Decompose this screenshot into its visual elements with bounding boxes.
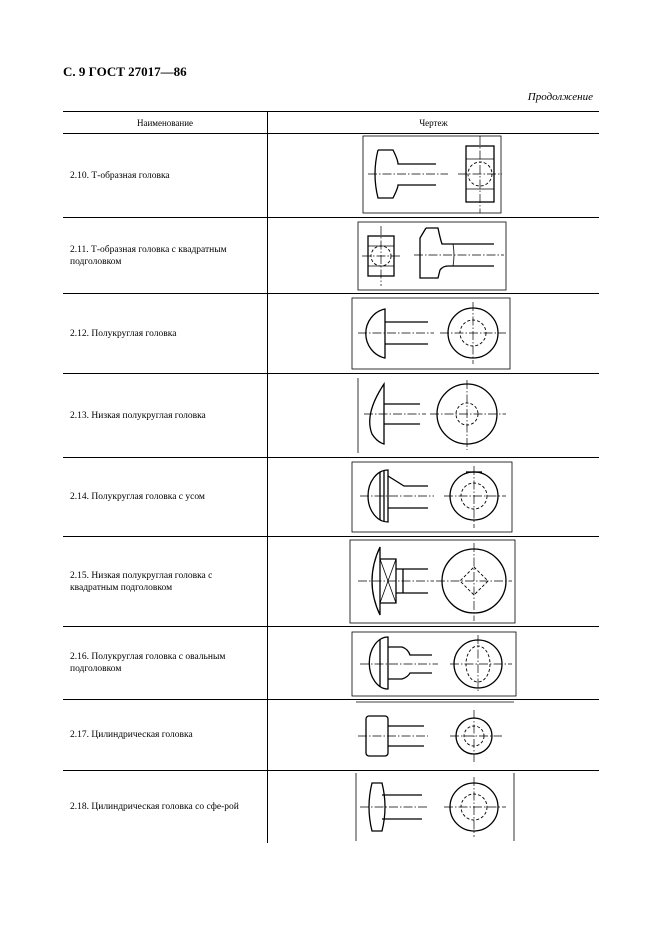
- row-name: 2.16. Полукруглая головка с овальным подголовком: [63, 627, 268, 699]
- column-header-name: Наименование: [63, 112, 268, 133]
- row-name: 2.13. Низкая полукруглая головка: [63, 374, 268, 457]
- table-row: [63, 627, 599, 700]
- row-name: 2.17. Цилиндрическая головка: [63, 700, 268, 770]
- drawing-cylinder-head: [268, 700, 599, 770]
- row-name: 2.15. Низкая полукруглая головка с квадратным подголовком: [63, 537, 268, 626]
- drawing-t-head: [268, 134, 599, 217]
- page-title: С. 9 ГОСТ 27017—86: [63, 64, 187, 79]
- table-row: [63, 700, 599, 771]
- table-row: [63, 537, 599, 627]
- drawing-low-round-head: [268, 374, 599, 457]
- table-row: [63, 294, 599, 374]
- drawing-low-round-head-square-neck: [268, 537, 599, 626]
- drawing-round-head-oval-neck: [268, 627, 599, 699]
- row-name: 2.11. Т-образная головка с квадратным подголовком: [63, 218, 268, 293]
- table-header: [63, 111, 599, 134]
- table-row: [63, 771, 599, 843]
- row-name: 2.10. Т-образная головка: [63, 134, 268, 217]
- row-name: 2.18. Цилиндрическая головка со сфе-рой: [63, 771, 268, 843]
- row-name: 2.14. Полукруглая головка с усом: [63, 458, 268, 536]
- table-row: [63, 458, 599, 537]
- table-row: [63, 134, 599, 218]
- drawing-cylinder-head-sphere: [268, 771, 599, 843]
- table-row: [63, 374, 599, 458]
- table-row: [63, 218, 599, 294]
- parts-table: [63, 111, 599, 843]
- column-header-drawing: Чертеж: [419, 117, 448, 128]
- row-name: 2.12. Полукруглая головка: [63, 294, 268, 373]
- drawing-t-head-square-neck: [268, 218, 599, 293]
- drawing-round-head-nib: [268, 458, 599, 536]
- continuation-label: Продолжение: [527, 91, 593, 103]
- drawing-round-head: [268, 294, 599, 373]
